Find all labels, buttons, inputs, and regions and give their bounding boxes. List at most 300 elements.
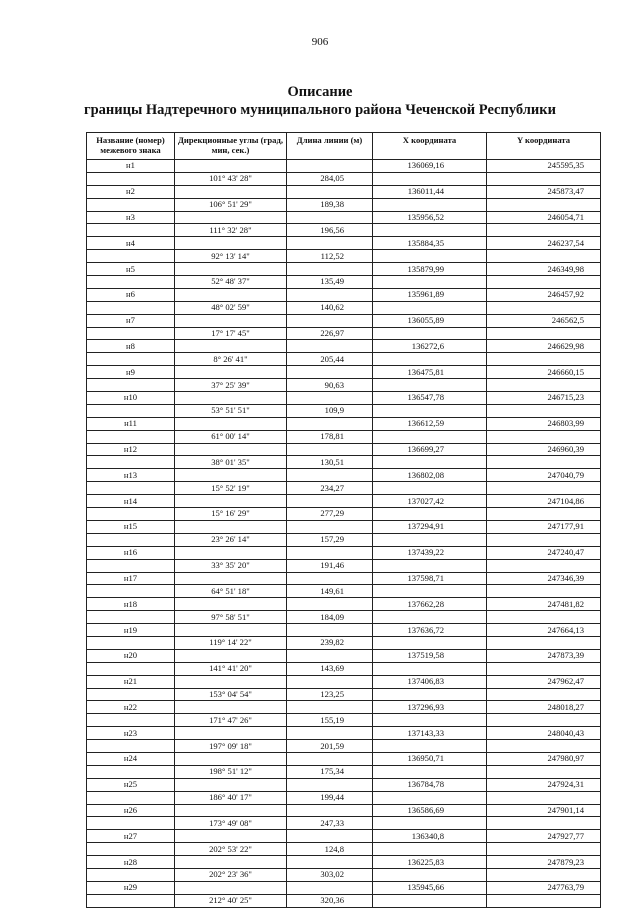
empty-cell <box>487 327 601 340</box>
empty-cell <box>487 714 601 727</box>
x-coordinate: 137662,28 <box>373 598 487 611</box>
point-name: н1 <box>87 160 175 173</box>
y-coordinate: 246457,92 <box>487 288 601 301</box>
point-row <box>87 495 601 508</box>
table-body <box>87 160 601 908</box>
empty-cell <box>175 392 287 405</box>
table-header-row <box>87 133 601 160</box>
segment-row <box>87 404 601 417</box>
point-row <box>87 649 601 662</box>
y-coordinate: 246054,71 <box>487 211 601 224</box>
empty-cell <box>175 520 287 533</box>
empty-cell <box>175 185 287 198</box>
empty-cell <box>287 572 373 585</box>
direction-angle: 48° 02' 59" <box>175 301 287 314</box>
point-row <box>87 314 601 327</box>
empty-cell <box>287 443 373 456</box>
direction-angle: 37° 25' 39" <box>175 379 287 392</box>
empty-cell <box>87 662 175 675</box>
point-row <box>87 598 601 611</box>
empty-cell <box>175 624 287 637</box>
empty-cell <box>373 404 487 417</box>
empty-cell <box>487 379 601 392</box>
x-coordinate: 136011,44 <box>373 185 487 198</box>
x-coordinate: 137296,93 <box>373 701 487 714</box>
empty-cell <box>373 224 487 237</box>
empty-cell <box>87 404 175 417</box>
line-length: 90,63 <box>287 379 373 392</box>
x-coordinate: 135884,35 <box>373 237 487 250</box>
empty-cell <box>87 765 175 778</box>
empty-cell <box>87 688 175 701</box>
segment-row <box>87 894 601 907</box>
empty-cell <box>287 392 373 405</box>
y-coordinate: 247664,13 <box>487 624 601 637</box>
x-coordinate: 135961,89 <box>373 288 487 301</box>
line-length: 155,19 <box>287 714 373 727</box>
point-name: н10 <box>87 392 175 405</box>
empty-cell <box>373 765 487 778</box>
point-row <box>87 546 601 559</box>
line-length: 199,44 <box>287 791 373 804</box>
empty-cell <box>87 172 175 185</box>
empty-cell <box>287 881 373 894</box>
empty-cell <box>175 366 287 379</box>
point-row <box>87 572 601 585</box>
empty-cell <box>287 314 373 327</box>
empty-cell <box>487 224 601 237</box>
empty-cell <box>287 649 373 662</box>
point-row <box>87 778 601 791</box>
line-length: 201,59 <box>287 740 373 753</box>
empty-cell <box>87 714 175 727</box>
empty-cell <box>287 417 373 430</box>
direction-angle: 106° 51' 29" <box>175 198 287 211</box>
empty-cell <box>175 572 287 585</box>
empty-cell <box>373 817 487 830</box>
direction-angle: 15° 16' 29" <box>175 508 287 521</box>
direction-angle: 173° 49' 08" <box>175 817 287 830</box>
direction-angle: 52° 48' 37" <box>175 276 287 289</box>
empty-cell <box>373 250 487 263</box>
empty-cell <box>87 843 175 856</box>
empty-cell <box>287 752 373 765</box>
empty-cell <box>487 765 601 778</box>
point-row <box>87 288 601 301</box>
point-row <box>87 520 601 533</box>
x-coordinate: 136950,71 <box>373 752 487 765</box>
empty-cell <box>287 701 373 714</box>
empty-cell <box>373 868 487 881</box>
segment-row <box>87 327 601 340</box>
empty-cell <box>175 546 287 559</box>
header-y: Y координата <box>487 133 601 160</box>
empty-cell <box>287 469 373 482</box>
direction-angle: 198° 51' 12" <box>175 765 287 778</box>
y-coordinate: 246960,39 <box>487 443 601 456</box>
x-coordinate: 136547,78 <box>373 392 487 405</box>
point-row <box>87 211 601 224</box>
line-length: 196,56 <box>287 224 373 237</box>
empty-cell <box>487 868 601 881</box>
line-length: 112,52 <box>287 250 373 263</box>
empty-cell <box>175 263 287 276</box>
y-coordinate: 247924,31 <box>487 778 601 791</box>
empty-cell <box>287 727 373 740</box>
empty-cell <box>287 366 373 379</box>
empty-cell <box>175 417 287 430</box>
x-coordinate: 137294,91 <box>373 520 487 533</box>
empty-cell <box>487 740 601 753</box>
empty-cell <box>87 740 175 753</box>
empty-cell <box>87 482 175 495</box>
y-coordinate: 246715,23 <box>487 392 601 405</box>
y-coordinate: 247927,77 <box>487 830 601 843</box>
empty-cell <box>87 250 175 263</box>
empty-cell <box>287 624 373 637</box>
document-title <box>0 83 640 119</box>
line-length: 130,51 <box>287 456 373 469</box>
empty-cell <box>175 649 287 662</box>
point-row <box>87 752 601 765</box>
segment-row <box>87 430 601 443</box>
point-name: н17 <box>87 572 175 585</box>
direction-angle: 111° 32' 28" <box>175 224 287 237</box>
y-coordinate: 247962,47 <box>487 675 601 688</box>
direction-angle: 101° 43' 28" <box>175 172 287 185</box>
point-name: н29 <box>87 881 175 894</box>
line-length: 149,61 <box>287 585 373 598</box>
segment-row <box>87 456 601 469</box>
x-coordinate: 137027,42 <box>373 495 487 508</box>
y-coordinate: 246629,98 <box>487 340 601 353</box>
segment-row <box>87 611 601 624</box>
x-coordinate: 136340,8 <box>373 830 487 843</box>
segment-row <box>87 276 601 289</box>
empty-cell <box>87 379 175 392</box>
empty-cell <box>175 314 287 327</box>
y-coordinate: 246660,15 <box>487 366 601 379</box>
title-line-2: границы Надтеречного муниципального района Чеченской Республики <box>83 102 556 118</box>
point-name: н15 <box>87 520 175 533</box>
x-coordinate: 137143,33 <box>373 727 487 740</box>
point-name: н24 <box>87 752 175 765</box>
empty-cell <box>287 263 373 276</box>
direction-angle: 141° 41' 20" <box>175 662 287 675</box>
point-name: н8 <box>87 340 175 353</box>
empty-cell <box>287 675 373 688</box>
point-name: н27 <box>87 830 175 843</box>
line-length: 239,82 <box>287 636 373 649</box>
direction-angle: 212° 40' 25" <box>175 894 287 907</box>
empty-cell <box>175 469 287 482</box>
point-name: н5 <box>87 263 175 276</box>
empty-cell <box>175 340 287 353</box>
empty-cell <box>175 881 287 894</box>
x-coordinate: 137406,83 <box>373 675 487 688</box>
segment-row <box>87 508 601 521</box>
y-coordinate: 245873,47 <box>487 185 601 198</box>
point-row <box>87 366 601 379</box>
direction-angle: 15° 52' 19" <box>175 482 287 495</box>
point-row <box>87 443 601 456</box>
direction-angle: 61° 00' 14" <box>175 430 287 443</box>
line-length: 284,05 <box>287 172 373 185</box>
point-name: н3 <box>87 211 175 224</box>
empty-cell <box>373 740 487 753</box>
empty-cell <box>373 508 487 521</box>
y-coordinate: 246803,99 <box>487 417 601 430</box>
segment-row <box>87 198 601 211</box>
header-name: Название (номер) межевого знака <box>87 133 175 160</box>
empty-cell <box>87 456 175 469</box>
empty-cell <box>373 611 487 624</box>
empty-cell <box>175 160 287 173</box>
page-number: 906 <box>311 36 329 48</box>
empty-cell <box>487 636 601 649</box>
x-coordinate: 137439,22 <box>373 546 487 559</box>
point-row <box>87 624 601 637</box>
segment-row <box>87 791 601 804</box>
empty-cell <box>175 727 287 740</box>
empty-cell <box>175 237 287 250</box>
empty-cell <box>287 778 373 791</box>
line-length: 303,02 <box>287 868 373 881</box>
direction-angle: 64° 51' 18" <box>175 585 287 598</box>
y-coordinate: 247481,82 <box>487 598 601 611</box>
point-row <box>87 469 601 482</box>
line-length: 157,29 <box>287 533 373 546</box>
empty-cell <box>373 353 487 366</box>
point-name: н16 <box>87 546 175 559</box>
empty-cell <box>487 843 601 856</box>
empty-cell <box>175 778 287 791</box>
empty-cell <box>87 430 175 443</box>
empty-cell <box>487 791 601 804</box>
empty-cell <box>487 585 601 598</box>
point-row <box>87 701 601 714</box>
empty-cell <box>175 752 287 765</box>
point-name: н26 <box>87 804 175 817</box>
line-length: 234,27 <box>287 482 373 495</box>
empty-cell <box>373 714 487 727</box>
empty-cell <box>373 482 487 495</box>
direction-angle: 97° 58' 51" <box>175 611 287 624</box>
empty-cell <box>87 353 175 366</box>
x-coordinate: 136272,6 <box>373 340 487 353</box>
empty-cell <box>373 662 487 675</box>
point-name: н4 <box>87 237 175 250</box>
segment-row <box>87 301 601 314</box>
point-row <box>87 881 601 894</box>
empty-cell <box>487 533 601 546</box>
point-name: н7 <box>87 314 175 327</box>
line-length: 277,29 <box>287 508 373 521</box>
empty-cell <box>87 533 175 546</box>
empty-cell <box>287 856 373 869</box>
empty-cell <box>87 636 175 649</box>
header-length: Длина линии (м) <box>287 133 373 160</box>
direction-angle: 197° 09' 18" <box>175 740 287 753</box>
empty-cell <box>87 894 175 907</box>
empty-cell <box>487 430 601 443</box>
empty-cell <box>87 585 175 598</box>
boundary-table <box>86 132 601 908</box>
empty-cell <box>373 430 487 443</box>
empty-cell <box>287 211 373 224</box>
empty-cell <box>487 456 601 469</box>
point-name: н23 <box>87 727 175 740</box>
segment-row <box>87 868 601 881</box>
empty-cell <box>373 559 487 572</box>
segment-row <box>87 740 601 753</box>
segment-row <box>87 353 601 366</box>
empty-cell <box>373 327 487 340</box>
line-length: 226,97 <box>287 327 373 340</box>
y-coordinate: 247104,86 <box>487 495 601 508</box>
empty-cell <box>87 327 175 340</box>
empty-cell <box>287 546 373 559</box>
point-name: н6 <box>87 288 175 301</box>
x-coordinate: 136069,16 <box>373 160 487 173</box>
segment-row <box>87 662 601 675</box>
line-length: 247,33 <box>287 817 373 830</box>
empty-cell <box>87 791 175 804</box>
empty-cell <box>287 185 373 198</box>
empty-cell <box>87 611 175 624</box>
empty-cell <box>287 520 373 533</box>
header-x: X координата <box>373 133 487 160</box>
empty-cell <box>487 662 601 675</box>
empty-cell <box>87 868 175 881</box>
segment-row <box>87 224 601 237</box>
empty-cell <box>373 301 487 314</box>
y-coordinate: 248018,27 <box>487 701 601 714</box>
point-name: н2 <box>87 185 175 198</box>
empty-cell <box>175 443 287 456</box>
y-coordinate: 247177,91 <box>487 520 601 533</box>
empty-cell <box>487 894 601 907</box>
point-row <box>87 830 601 843</box>
segment-row <box>87 482 601 495</box>
segment-row <box>87 765 601 778</box>
direction-angle: 186° 40' 17" <box>175 791 287 804</box>
empty-cell <box>87 224 175 237</box>
empty-cell <box>287 288 373 301</box>
empty-cell <box>373 379 487 392</box>
y-coordinate: 246349,98 <box>487 263 601 276</box>
empty-cell <box>487 404 601 417</box>
point-row <box>87 185 601 198</box>
point-row <box>87 856 601 869</box>
x-coordinate: 137636,72 <box>373 624 487 637</box>
point-row <box>87 160 601 173</box>
point-row <box>87 727 601 740</box>
empty-cell <box>175 598 287 611</box>
y-coordinate: 245595,35 <box>487 160 601 173</box>
empty-cell <box>287 598 373 611</box>
empty-cell <box>87 276 175 289</box>
empty-cell <box>373 636 487 649</box>
point-name: н14 <box>87 495 175 508</box>
direction-angle: 53° 51' 51" <box>175 404 287 417</box>
direction-angle: 33° 35' 20" <box>175 559 287 572</box>
line-length: 178,81 <box>287 430 373 443</box>
segment-row <box>87 379 601 392</box>
direction-angle: 92° 13' 14" <box>175 250 287 263</box>
segment-row <box>87 559 601 572</box>
segment-row <box>87 817 601 830</box>
empty-cell <box>487 817 601 830</box>
segment-row <box>87 533 601 546</box>
y-coordinate: 246562,5 <box>487 314 601 327</box>
empty-cell <box>87 301 175 314</box>
empty-cell <box>287 340 373 353</box>
empty-cell <box>175 856 287 869</box>
y-coordinate: 247873,39 <box>487 649 601 662</box>
empty-cell <box>487 508 601 521</box>
line-length: 320,36 <box>287 894 373 907</box>
segment-row <box>87 843 601 856</box>
direction-angle: 202° 53' 22" <box>175 843 287 856</box>
y-coordinate: 246237,54 <box>487 237 601 250</box>
line-length: 143,69 <box>287 662 373 675</box>
empty-cell <box>373 276 487 289</box>
line-length: 140,62 <box>287 301 373 314</box>
empty-cell <box>373 172 487 185</box>
empty-cell <box>487 198 601 211</box>
point-name: н18 <box>87 598 175 611</box>
x-coordinate: 136586,69 <box>373 804 487 817</box>
y-coordinate: 247346,39 <box>487 572 601 585</box>
empty-cell <box>175 830 287 843</box>
empty-cell <box>373 843 487 856</box>
y-coordinate: 247901,14 <box>487 804 601 817</box>
empty-cell <box>175 675 287 688</box>
x-coordinate: 136784,78 <box>373 778 487 791</box>
empty-cell <box>487 611 601 624</box>
line-length: 175,34 <box>287 765 373 778</box>
line-length: 191,46 <box>287 559 373 572</box>
empty-cell <box>287 160 373 173</box>
y-coordinate: 247763,79 <box>487 881 601 894</box>
empty-cell <box>373 198 487 211</box>
point-row <box>87 392 601 405</box>
line-length: 124,8 <box>287 843 373 856</box>
line-length: 109,9 <box>287 404 373 417</box>
segment-row <box>87 688 601 701</box>
direction-angle: 17° 17' 45" <box>175 327 287 340</box>
header-angle: Дирекционные углы (град, мин, сек.) <box>175 133 287 160</box>
empty-cell <box>487 482 601 495</box>
empty-cell <box>487 353 601 366</box>
point-row <box>87 675 601 688</box>
direction-angle: 8° 26' 41" <box>175 353 287 366</box>
segment-row <box>87 250 601 263</box>
y-coordinate: 247240,47 <box>487 546 601 559</box>
empty-cell <box>487 301 601 314</box>
empty-cell <box>487 276 601 289</box>
empty-cell <box>373 585 487 598</box>
point-name: н11 <box>87 417 175 430</box>
point-name: н9 <box>87 366 175 379</box>
line-length: 123,25 <box>287 688 373 701</box>
empty-cell <box>373 456 487 469</box>
title-line-1: Описание <box>287 84 353 100</box>
x-coordinate: 136802,08 <box>373 469 487 482</box>
line-length: 205,44 <box>287 353 373 366</box>
empty-cell <box>487 559 601 572</box>
